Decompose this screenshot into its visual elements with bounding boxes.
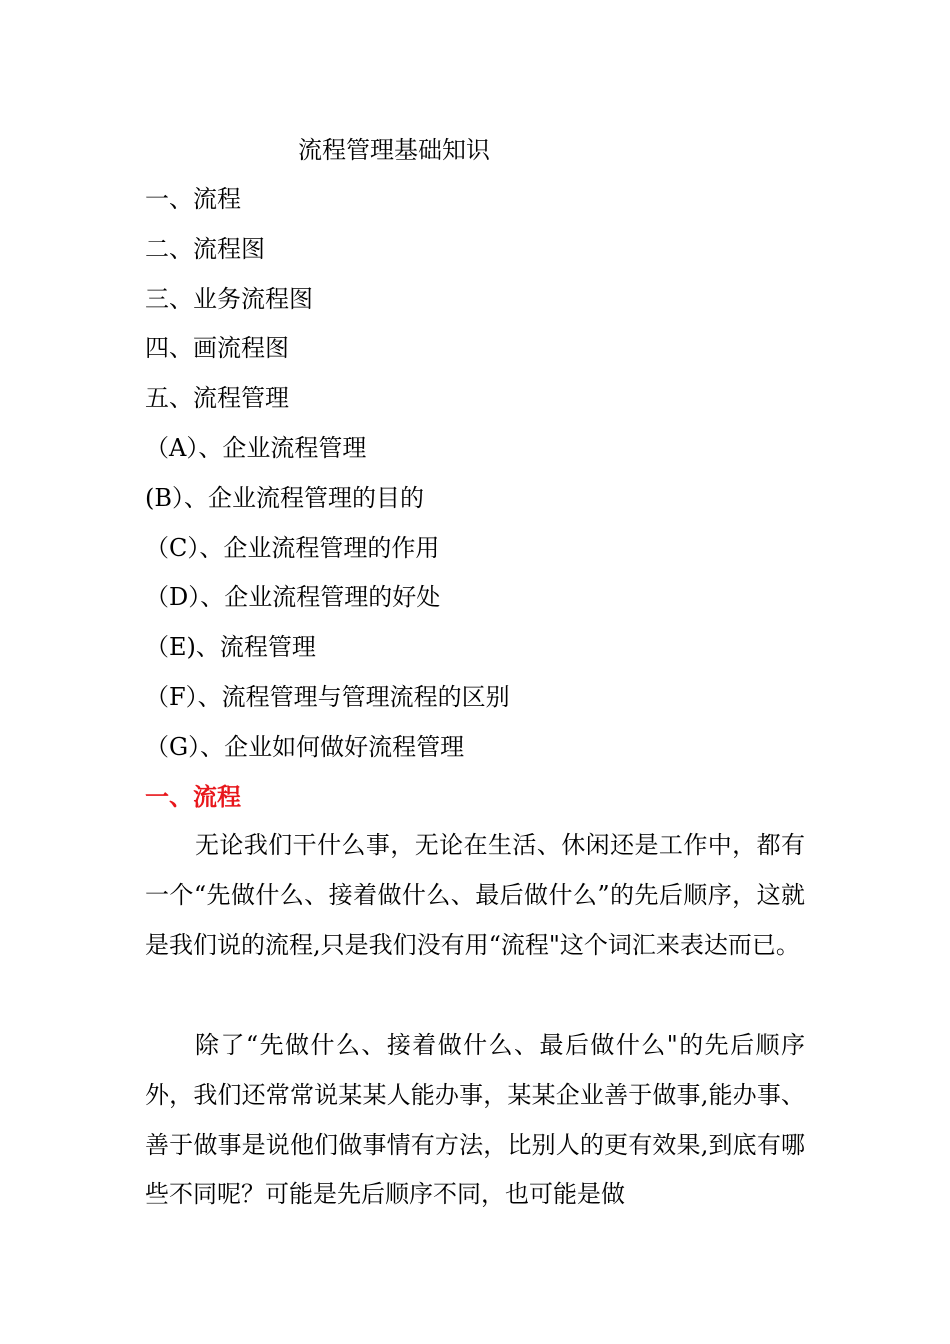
toc-item-g: （G）、企业如何做好流程管理 <box>145 732 465 761</box>
toc-item-c: （C）、企业流程管理的作用 <box>145 533 440 562</box>
toc-item-1: 一、流程 <box>145 185 241 213</box>
body-paragraph-2: 除了“先做什么、接着做什么、最后做什么"的先后顺序外，我们还常常说某某人能办事，某某企业善于做事,能办事、善于做事是说他们做事情有方法，比别人的更有效果,到底有哪些不同呢？可能是先后顺序不同，也可能是做 <box>145 1031 805 1209</box>
toc-item-3: 三、业务流程图 <box>145 284 313 313</box>
toc-item-a: （A）、企业流程管理 <box>145 433 367 462</box>
toc-item-2: 二、流程图 <box>145 234 265 263</box>
body-paragraph-1: 无论我们干什么事，无论在生活、休闲还是工作中，都有一个“先做什么、接着做什么、最后做什么”的先后顺序，这就是我们说的流程,只是我们没有用“流程"这个词汇来表达而已。 <box>145 831 805 959</box>
toc-item-4: 四、画流程图 <box>145 334 289 363</box>
section-heading: 一、流程 <box>145 782 241 811</box>
table-of-contents <box>145 181 825 779</box>
toc-item-b: (B）、企业流程管理的目的 <box>145 483 424 512</box>
toc-item-d: （D）、企业流程管理的好处 <box>145 583 441 612</box>
document-title: 流程管理基础知识 <box>298 136 490 164</box>
toc-item-5: 五、流程管理 <box>145 384 289 413</box>
toc-item-e: （E)、流程管理 <box>145 633 316 662</box>
toc-item-f: （F）、流程管理与管理流程的区别 <box>145 682 510 711</box>
